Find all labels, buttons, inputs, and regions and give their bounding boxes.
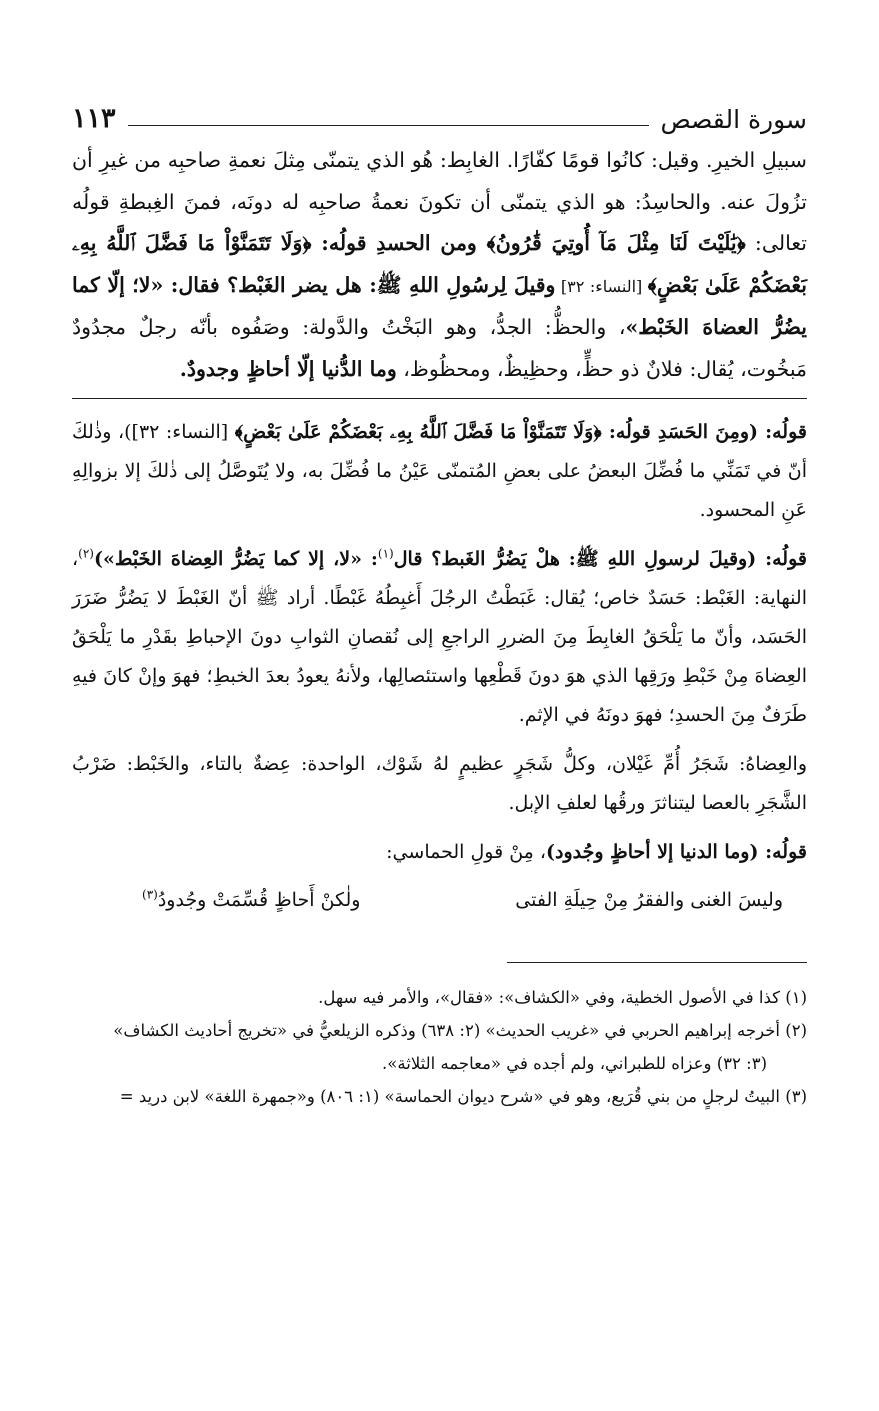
footnote: [72, 1080, 807, 1113]
commentary-quote: (وما الدنيا إلا أحاظٍ وجُدود): [546, 841, 759, 863]
footnote-number: (١): [785, 988, 807, 1007]
quran-quote: ﴿يَٰلَيْتَ لَنَا مِثْلَ مَآ أُوتِيَ قَٰرُونُ﴾: [486, 231, 746, 255]
page-number: ١١٣: [72, 103, 116, 134]
verse-hemistich-text: ولٰكنْ أَحاظٍ قُسِّمَتْ وجُدودُ: [157, 889, 361, 911]
commentary-text: والعِضاهُ: شَجَرُ أُمِّ غَيْلان، وكلُّ شَجَرٍ عظيمٍ لهُ شَوْك، الواحدة: عِضةٌ بالتاء، والخَبْط: ضَرْبُ الشَّجَرِ بالعصا ليتناثرَ ورقُها لعلفِ الإبل.: [72, 753, 807, 814]
footnote-continuation: (٣: ٣٢) وعزاه للطبراني، ولم أجده في «معاجمه الثلاثة».: [382, 1054, 767, 1073]
footnote-number: (٢): [785, 1021, 807, 1040]
commentary-paragraph: [72, 745, 807, 823]
footnote-marker[interactable]: (٢): [78, 546, 94, 561]
main-text-run: ومن الحسدِ قولُه:: [311, 231, 487, 255]
commentary-quote: (ومِنَ الحَسَدِ قولُه:: [601, 421, 758, 443]
main-text: [72, 140, 807, 390]
quran-quote: ﴿وَلَا تَتَمَنَّوْاْ مَا فَضَّلَ ٱللَّهُ بِهِۦ بَعْضَكُمْ عَلَىٰ بَعْضٍ﴾: [234, 421, 602, 443]
commentary-label: قولُه:: [758, 841, 807, 863]
footnote-separator: [507, 962, 807, 963]
poetry-verse: [72, 880, 807, 920]
footnotes: [72, 981, 807, 1113]
hadith-text: وقيلَ لِرسُولِ اللهِ ﷺ: هل يضر الغَبْط؟ فقال: «لا؛ إلّا كما يضُرُّ العضاهَ الخَبْط»: [72, 272, 808, 339]
section-divider: [72, 398, 807, 399]
surah-title: سورة القصص: [660, 105, 807, 134]
commentary-paragraph: [72, 540, 807, 735]
verse-hemistich-first: وليسَ الغنى والفقرُ مِنْ حِيلَةِ الفتى: [515, 889, 783, 911]
footnote-text: كذا في الأصول الخطية، وفي «الكشاف»: «فقال»، والأمر فيه سهل.: [318, 988, 780, 1007]
header-rule: [128, 125, 649, 126]
footnote-marker[interactable]: (٣): [142, 887, 158, 902]
footnote-number: (٣): [785, 1087, 807, 1106]
commentary-label: قولُه:: [756, 548, 807, 570]
commentary-paragraph: [72, 833, 807, 872]
main-text-run: ، والحظُّ: الجدُّ، وهو البَخْتُ والدَّولة: وصَفُوه بأنّه رجلٌ مجدُودٌ مَبخُوت، يُقال: فلانٌ ذو حظٍّ، وحظِيظٌ، ومحظُوظ،: [72, 315, 807, 381]
footnote-text: أخرجه إبراهيم الحربي في «غريب الحديث» (٢: ٦٣٨) وذكره الزيلعيُّ في «تخريج أحاديث الكشاف»: [113, 1021, 780, 1040]
commentary-text: ، مِنْ قولِ الحماسي:: [386, 841, 547, 863]
footnote: [72, 1014, 807, 1047]
quran-reference: [النساء: ٣٢]: [555, 276, 648, 296]
commentary-paragraph: [72, 413, 807, 530]
page-header: [72, 88, 807, 132]
main-text-run: سبيلِ الخيرِ. وقيل: كانُوا قومًا كفّارًا. الغابِط: هُو الذي يتمنّى مِثلَ نعمةِ صاحبِه من غيرِ أن تزُولَ عنه. والحاسِدُ: هو الذي يتمنّى أن تكونَ نعمةُ صاحبِه له دونَه، فمنَ الغِبطةِ قولُه تعالى:: [72, 148, 807, 255]
footnote: [72, 981, 807, 1014]
footnote-text: البيتُ لرجلٍ من بني قُرَيع، وهو في «شرح ديوان الحماسة» (١: ٨٠٦) و«جمهرة اللغة» لابن دريد =: [119, 1087, 780, 1106]
footnote-marker[interactable]: (١): [377, 546, 394, 561]
commentary-quote: (وقيلَ لرسولِ اللهِ ﷺ: هلْ يَضُرُّ الغَبط؟ قال: [393, 548, 757, 570]
commentary-label: قولُه:: [758, 421, 807, 443]
verse-hemistich-second: [142, 880, 360, 920]
commentary-text: [النساء: ٣٢])، وذٰلكَ أنّ في تَمَنِّي ما فُضِّلَ البعضُ على بعضِ المُتمنّى عَيْنُ ما فُضِّلَ به، ولا يُتَوصَّلُ إلى ذٰلكَ إلا بزوالِهِ عَنِ المحسود.: [72, 421, 807, 521]
commentary-text: ، النهاية: الغَبْط: حَسَدٌ خاص؛ يُقال: غَبَطْتُ الرجُلَ أَغبِطُهُ غَبْطًا. أراد ﷺ أنّ الغَبْطَ لا يَضُرُّ ضَرَرَ الحَسَد، وأنّ ما يَلْحَقُ الغابِطَ مِنَ الضررِ الراجعِ إلى نُقصانِ الثوابِ دونَ الإحباطِ بقَدْرِ ما يَلْحَقُ العِضاهَ مِنْ خَبْطِ ورَقِها الذي هوَ دونَ قَطْعِها واستئصالِها، ولأنهُ يعودُ بعدَ الخبطِ؛ فهوَ وإنْ كانَ فيهِ طَرَفٌ مِنَ الحسدِ؛ فهوَ دونَهُ في الإثم.: [72, 548, 807, 726]
main-text-run: وما الدُّنيا إلّا أحاظٍ وجدودٌ.: [179, 356, 397, 381]
commentary-quote: : «لا، إلا كما يَضُرُّ العِضاهَ الخَبْط»): [93, 548, 378, 570]
quran-quote: ﴿وَلَا تَتَمَنَّوْاْ مَا فَضَّلَ ٱللَّهُ بِهِۦ بَعْضَكُمْ عَلَىٰ بَعْضٍ﴾: [72, 231, 808, 297]
